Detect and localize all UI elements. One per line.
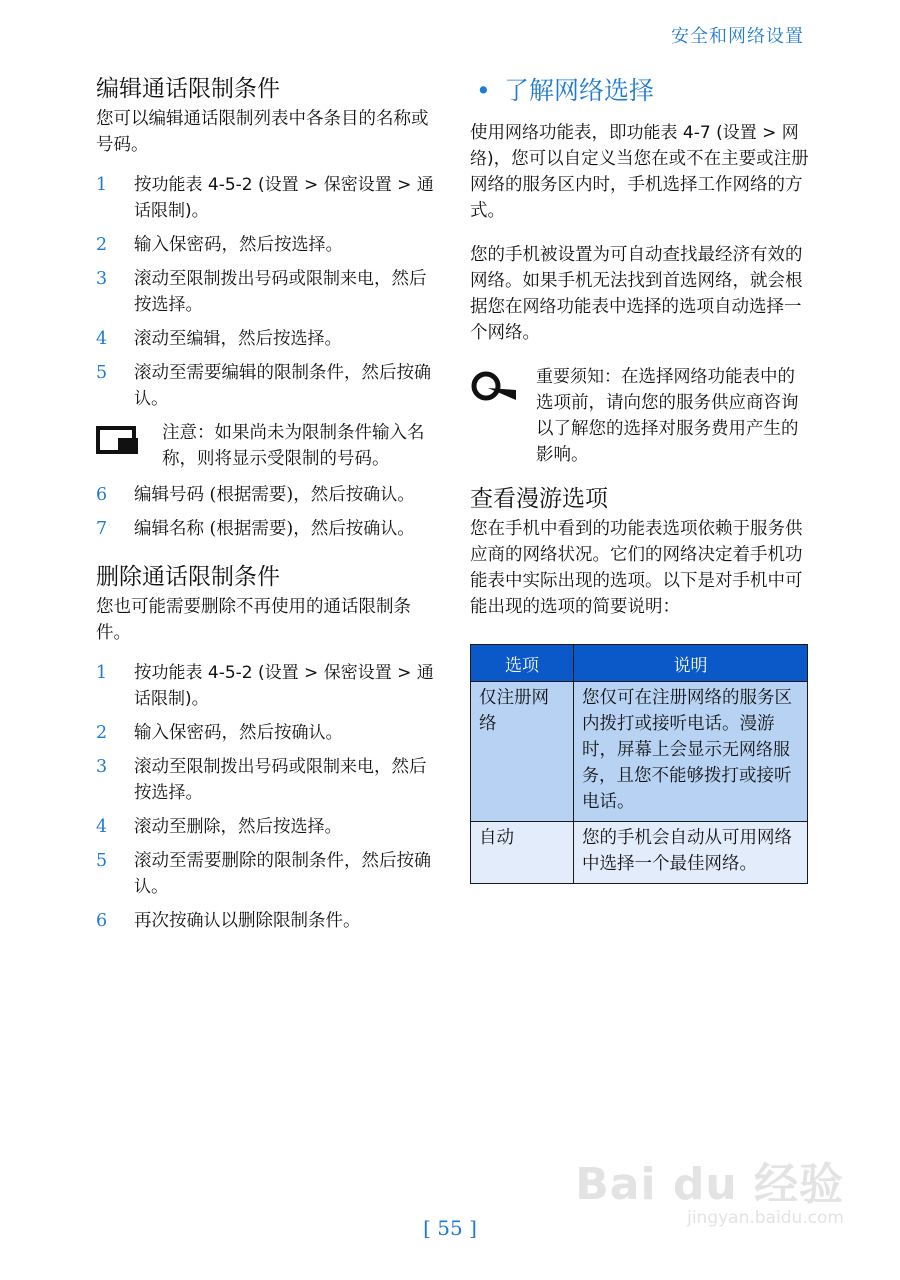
watermark-url: jingyan.baidu.com <box>687 1208 844 1228</box>
text-run: 滚动至 <box>134 329 187 349</box>
step-item <box>96 516 436 542</box>
bold-term: 删除 <box>186 817 221 837</box>
step-number: 5 <box>96 363 108 383</box>
text-run: 输入保密码，然后按 <box>134 723 292 743</box>
text-run: 。 <box>397 519 415 539</box>
edit-intro: 您可以编辑通话限制列表中各条目的名称或号码。 <box>96 109 429 155</box>
bold-term: 选择 <box>290 817 325 837</box>
bold-term: 功能表 4-5-2 (设置 > 保密设置 > 通话限制) <box>134 175 434 221</box>
text-run: 滚动至需要删除的限制条件，然后按 <box>134 851 414 871</box>
table-cell-option: 自动 <box>471 822 574 884</box>
bold-term: 选择 <box>151 783 186 803</box>
network-paragraph-1 <box>470 120 810 224</box>
text-run: ，然后按 <box>134 269 427 315</box>
text-run: 。 <box>185 295 203 315</box>
network-paragraph-2 <box>470 242 810 346</box>
bold-term: 重要须知： <box>536 367 621 387</box>
step-number: 1 <box>96 175 108 195</box>
note-icon <box>96 426 140 464</box>
text-run: 您的手机会自动从可用网络中选择一个最佳网络。 <box>582 828 792 874</box>
left-column <box>96 72 436 942</box>
step-item <box>96 660 436 712</box>
table-row <box>471 682 808 822</box>
text-run: 。 <box>191 201 210 221</box>
text-run: 功能表中的选项前，请向您的服务供应商咨询以了解您的选择对服务费用产生的影响。 <box>536 367 799 465</box>
text-run: 。 <box>324 817 342 837</box>
bold-term: 网络 <box>505 123 539 143</box>
table-row <box>471 822 808 884</box>
step-number: 4 <box>96 329 108 349</box>
text-run: 按 <box>134 175 152 195</box>
step-item <box>96 360 436 412</box>
text-run: 编辑号码 (根据需要)，然后按 <box>134 485 364 505</box>
step-item <box>96 482 436 508</box>
step-number: 2 <box>96 723 108 743</box>
bold-term: 确认 <box>186 911 221 931</box>
text-run: 输入保密码，然后按 <box>134 235 292 255</box>
bold-term: 编辑 <box>186 329 221 349</box>
text-run: 功能表，即 <box>539 123 627 143</box>
step-number: 6 <box>96 485 108 505</box>
step-item <box>96 232 436 258</box>
note-label: 注意： <box>162 423 215 443</box>
bold-term: 无网络服务 <box>582 740 790 786</box>
bold-term: 确认 <box>134 851 431 897</box>
text-run: 按 <box>134 663 152 683</box>
table-cell-option: 仅注册网络 <box>471 682 574 822</box>
step-number: 4 <box>96 817 108 837</box>
step-number: 2 <box>96 235 108 255</box>
bold-term: 选择 <box>290 329 325 349</box>
network-heading <box>470 72 810 110</box>
note-text: 如果尚未为限制条件输入名称，则将显示受限制的号码。 <box>162 423 425 469</box>
text-run: 滚动至 <box>134 269 187 289</box>
note-block <box>96 420 436 472</box>
delete-steps <box>96 660 436 934</box>
step-item <box>96 326 436 352</box>
watermark-logo: Bai du 经验 <box>575 1159 844 1210</box>
step-item <box>96 720 436 746</box>
step-number: 7 <box>96 519 108 539</box>
bold-term: 限制拨出号码 <box>186 757 289 777</box>
edit-heading: 编辑通话限制条件 <box>96 76 280 102</box>
delete-heading: 删除通话限制条件 <box>96 564 280 590</box>
roaming-intro: 您在手机中看到的功能表选项依赖于服务供应商的网络状况。它们的网络决定着手机功能表中实际出现的选项。以下是对手机中可能出现的选项的简要说明： <box>470 519 803 617</box>
bullet-icon: • <box>476 76 491 105</box>
text-run: 在选择 <box>621 367 674 387</box>
step-item <box>96 848 436 900</box>
bold-term: 选择 <box>151 295 186 315</box>
text-run: 使用 <box>470 123 505 143</box>
text-run: 。 <box>185 783 203 803</box>
text-run: 滚动至需要编辑的限制条件，然后按 <box>134 363 414 383</box>
bold-term: 限制拨出号码 <box>186 269 289 289</box>
text-run: 。 <box>325 235 343 255</box>
important-text <box>536 367 799 465</box>
important-block <box>470 364 810 468</box>
bold-term: 确认 <box>363 485 398 505</box>
text-run: 。 <box>325 723 343 743</box>
right-column <box>470 72 810 884</box>
text-run: ，然后按 <box>134 757 427 803</box>
bold-term: 确认 <box>363 519 398 539</box>
text-run: 或 <box>288 757 306 777</box>
bold-term: 网络 <box>522 297 557 317</box>
text-run: ，且您不能够拨打或接听电话。 <box>582 766 792 812</box>
bold-term: 功能表 4-5-2 (设置 > 保密设置 > 通话限制) <box>134 663 434 709</box>
important-icon <box>470 370 518 410</box>
edit-steps <box>96 172 436 412</box>
roaming-heading: 查看漫游选项 <box>470 486 608 512</box>
table-header-option: 选项 <box>471 645 574 682</box>
network-heading-text: 了解网络选择 <box>504 76 655 105</box>
step-item <box>96 814 436 840</box>
options-table <box>470 644 808 884</box>
step-number: 3 <box>96 269 108 289</box>
text-run: ，然后按 <box>220 329 291 349</box>
text-run: 。 <box>151 877 169 897</box>
table-cell-description <box>574 682 808 822</box>
text-run: 您的手机被设置为可自动查找最经济有效的网络。如果手机无法找到首选网络，就会根据您在 <box>470 245 803 317</box>
bold-term: 限制来电 <box>306 757 374 777</box>
text-run: 以删除限制条件。 <box>220 911 361 931</box>
bold-term: 功能表 4-7 (设置 > 网络) <box>470 123 799 169</box>
text-run: 。 <box>191 689 210 709</box>
page-number: [ 55 ] <box>423 1216 477 1240</box>
step-number: 3 <box>96 757 108 777</box>
step-number: 5 <box>96 851 108 871</box>
text-run: 。 <box>324 329 342 349</box>
text-run: 。 <box>151 389 169 409</box>
text-run: 再次按 <box>134 911 187 931</box>
text-run: 滚动至 <box>134 817 187 837</box>
table-header-description: 说明 <box>574 645 808 682</box>
text-run: ，然后按 <box>220 817 291 837</box>
text-run: 功能表中选择的选项自动选择一个网络。 <box>470 297 802 343</box>
text-run: 滚动至 <box>134 757 187 777</box>
bold-term: 网络 <box>673 367 708 387</box>
section-header: 安全和网络设置 <box>671 26 804 47</box>
edit-steps-continued <box>96 482 436 542</box>
step-item <box>96 754 436 806</box>
text-run: 。 <box>397 485 415 505</box>
bold-term: 选择 <box>291 235 326 255</box>
step-item <box>96 172 436 224</box>
step-number: 1 <box>96 663 108 683</box>
bold-term: 确认 <box>134 363 431 409</box>
step-item <box>96 908 436 934</box>
text-run: 您仅可在注册网络的服务区内拨打或接听电话。漫游时，屏幕上会显示 <box>582 688 792 760</box>
bold-term: 确认 <box>291 723 326 743</box>
step-number: 6 <box>96 911 108 931</box>
text-run: 或 <box>288 269 306 289</box>
text-run: ，您可以自定义当您在或不在主要或注册网络的服务区内时，手机选择工作网络的方式。 <box>470 149 809 221</box>
delete-intro: 您也可能需要删除不再使用的通话限制条件。 <box>96 597 411 643</box>
bold-term: 限制来电 <box>306 269 374 289</box>
step-item <box>96 266 436 318</box>
text-run: 编辑名称 (根据需要)，然后按 <box>134 519 364 539</box>
table-cell-description <box>574 822 808 884</box>
